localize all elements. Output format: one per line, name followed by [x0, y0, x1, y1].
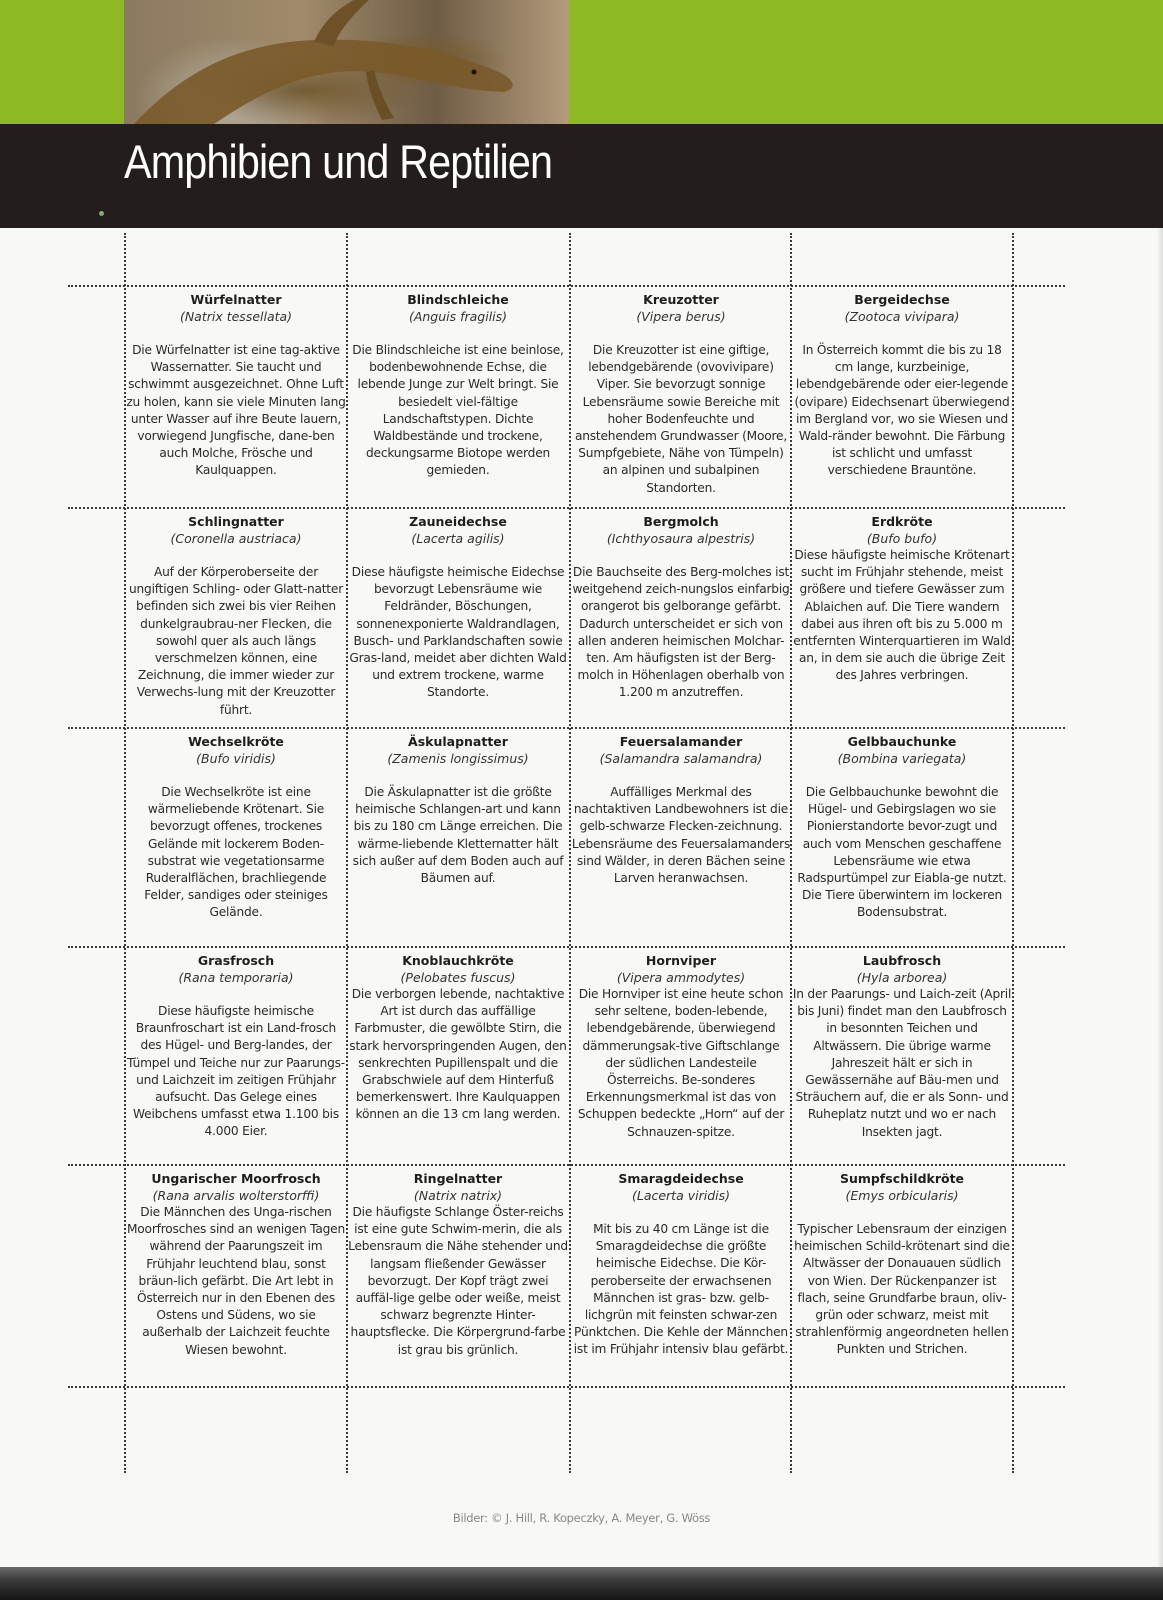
species-name: Hornviper	[645, 953, 717, 968]
species-description: Die Männchen des Unga-rischen Moorfrosches sind an wenigen Tagen während der Paarungszeit im Frühjahr leuchtend blau, sonst bräun-lich gefärbt. Die Art lebt in Österreich nur in den Ebenen des Ostens und Südens, wo sie außerhalb der Laichzeit feuchte Wiesen bewohnt.	[126, 1205, 346, 1357]
species-latin-name: (Bufo bufo)	[866, 531, 938, 546]
species-latin-name: (Vipera ammodytes)	[616, 970, 746, 985]
species-card	[126, 733, 346, 922]
species-name: Sumpfschildkröte	[839, 1171, 965, 1186]
species-card	[792, 1170, 1012, 1359]
species-description: Mit bis zu 40 cm Länge ist die Smaragdeidechse die größte heimische Eidechse. Die Kör-peroberseite der erwachsenen Männchen ist gras- bzw. gelb-lichgrün mit feinsten schwar-zen Pünktchen. Die Kehle der Männchen ist im Frühjahr intensiv blau gefärbt.	[573, 1222, 789, 1357]
species-description: Typischer Lebensraum der einzigen heimischen Schild-krötenart sind die Altwässer der Donauauen südlich von Wien. Der Rückenpanzer ist flach, seine Grundfarbe braun, oliv-grün oder schwarz, meist mit strahlenförmig angeordneten hellen Punkten und Strichen.	[794, 1222, 1010, 1357]
species-name: Zauneidechse	[409, 514, 507, 529]
species-description: Die Wechselkröte ist eine wärmeliebende Krötenart. Sie bevorzugt offenes, trockenes Gelände mit lockerem Boden-substrat wie vegetationsarme Ruderalflächen, brachliegende Felder, sandiges oder steiniges Gelände.	[144, 785, 328, 920]
species-description: Diese häufigste heimische Braunfroschart ist ein Land-frosch des Hügel- und Berg-landes, der Tümpel und Teiche nur zur Paarungs- und Laichzeit im zeitigen Frühjahr aufsucht. Das Gelege eines Weibchens umfasst etwa 1.100 bis 4.000 Eier.	[127, 1004, 345, 1139]
lizard-photo	[124, 0, 569, 124]
species-latin-name: (Anguis fragilis)	[408, 309, 508, 324]
species-card	[792, 952, 1012, 1141]
bottom-band	[0, 1567, 1163, 1600]
species-name: Smaragdeidechse	[618, 1171, 744, 1186]
grid-hline	[68, 1386, 1065, 1388]
species-description: Diese häufigste heimische Krötenart sucht im Frühjahr stehende, meist größere und tiefere Gewässer zum Ablaichen auf. Die Tiere wandern dabei aus ihren oft bis zu 5.000 m entfernten Winterquartieren im Wald an, in dem sie auch die übrige Zeit des Jahres verbringen.	[793, 548, 1011, 683]
grid-hline	[68, 946, 1065, 948]
species-card	[348, 733, 568, 887]
species-name: Ungarischer Moorfrosch	[151, 1171, 321, 1186]
species-latin-name: (Coronella austriaca)	[170, 531, 302, 546]
species-name: Grasfrosch	[197, 953, 275, 968]
species-card	[571, 513, 791, 702]
page-edge-shadow	[1157, 228, 1163, 1567]
species-latin-name: (Vipera berus)	[636, 309, 726, 324]
species-description: Diese häufigste heimische Eidechse bevorzugt Lebensräume wie Feldränder, Böschungen, sonnenexponierte Waldrandlagen, Busch- und Parklandschaften sowie Gras-land, meidet aber dichten Wald und extrem trockene, warme Standorte.	[349, 565, 567, 700]
decorative-dot	[99, 211, 104, 216]
species-name: Feuersalamander	[619, 734, 743, 749]
species-latin-name: (Lacerta agilis)	[411, 531, 505, 546]
species-latin-name: (Zamenis longissimus)	[387, 751, 529, 766]
lizard-illustration	[124, 0, 569, 124]
grid-hline	[68, 1164, 1065, 1166]
species-latin-name: (Bombina variegata)	[837, 751, 967, 766]
species-card	[571, 733, 791, 887]
grid-hline	[68, 285, 1065, 287]
species-card	[792, 513, 1012, 685]
species-latin-name: (Natrix tessellata)	[179, 309, 293, 324]
species-name: Laubfrosch	[862, 953, 942, 968]
species-description: Die Würfelnatter ist eine tag-aktive Wassernatter. Sie taucht und schwimmt ausgezeichnet. Ohne Luft zu holen, kann sie viele Minuten lang unter Wasser auf ihre Beute lauern, vorwiegend Jungfische, dane-ben auch Molche, Frösche und Kaulquappen.	[126, 343, 346, 478]
species-latin-name: (Emys orbicularis)	[845, 1188, 959, 1203]
species-latin-name: (Hyla arborea)	[856, 970, 948, 985]
species-latin-name: (Pelobates fuscus)	[400, 970, 516, 985]
species-latin-name: (Zootoca vivipara)	[844, 309, 960, 324]
species-card	[126, 513, 346, 719]
species-card	[126, 291, 346, 480]
species-card	[571, 952, 791, 1141]
species-card	[126, 1170, 346, 1359]
species-description: Die verborgen lebende, nachtaktive Art ist durch das auffällige Farbmuster, die gewölbte Stirn, die stark hervorspringenden Augen, den senkrechten Pupillenspalt und die Grabschwiele auf dem Hinterfuß bemerkenswert. Ihre Kaulquappen können an die 13 cm lang werden.	[349, 987, 567, 1122]
species-name: Knoblauchkröte	[402, 953, 514, 968]
species-name: Bergmolch	[643, 514, 719, 529]
species-latin-name: (Rana arvalis wolterstorffi)	[152, 1188, 320, 1203]
species-latin-name: (Rana temporaria)	[178, 970, 294, 985]
species-name: Blindschleiche	[407, 292, 509, 307]
species-card	[571, 291, 791, 497]
species-card	[126, 952, 346, 1141]
species-name: Gelbbauchunke	[847, 734, 957, 749]
species-card	[348, 952, 568, 1124]
species-card	[348, 1170, 568, 1359]
species-latin-name: (Natrix natrix)	[413, 1188, 503, 1203]
species-name: Ringelnatter	[413, 1171, 503, 1186]
species-card	[348, 291, 568, 480]
species-latin-name: (Lacerta viridis)	[631, 1188, 731, 1203]
species-description: Die Hornviper ist eine heute schon sehr seltene, boden-lebende, lebendgebärende, überwiegend dämmerungsak-tive Giftschlange der südlichen Landesteile Österreichs. Be-sonderes Erkennungsmerkmal ist das von Schuppen bedeckte „Horn“ auf der Schnauzen-spitze.	[577, 987, 785, 1139]
species-card	[792, 733, 1012, 922]
species-latin-name: (Bufo viridis)	[196, 751, 276, 766]
species-description: Die häufigste Schlange Öster-reichs ist eine gute Schwim-merin, die als Lebensraum die Nähe stehender und langsam fließender Gewässer bevorzugt. Der Kopf trägt zwei auffäl-lige gelbe oder weiße, meist schwarz begrenzte Hinter-hauptsflecke. Die Körpergrund-farbe ist grau bis grünlich.	[348, 1205, 568, 1357]
species-description: Die Gelbbauchunke bewohnt die Hügel- und Gebirgslagen wo sie Pionierstandorte bevor-zugt und auch vom Menschen geschaffene Lebensräume wie etwa Radspurtümpel zur Eiabla-ge nutzt. Die Tiere überwintern im lockeren Bodensubstrat.	[797, 785, 1007, 920]
species-description: Auffälliges Merkmal des nachtaktiven Landbewohners ist die gelb-schwarze Flecken-zeichnung. Lebensräume des Feuersalamanders sind Wälder, in deren Bächen seine Larven heranwachsen.	[571, 785, 791, 886]
grid-vline	[1012, 233, 1014, 1473]
species-name: Äskulapnatter	[408, 734, 508, 749]
species-card	[792, 291, 1012, 480]
image-credits: Bilder: © J. Hill, R. Kopeczky, A. Meyer, G. Wöss	[452, 1511, 711, 1525]
species-name: Schlingnatter	[188, 514, 284, 529]
species-description: Die Bauchseite des Berg-molches ist weitgehend zeich-nungslos einfarbig orangerot bis gelborange gefärbt. Dadurch unterscheidet er sich von allen anderen heimischen Molchar-ten. Am häufigsten ist der Berg-molch in Höhenlagen oberhalb von 1.200 m anzutreffen.	[572, 565, 790, 700]
species-description: Die Blindschleiche ist eine beinlose, bodenbewohnende Echse, die lebende Junge zur Welt bringt. Sie besiedelt viel-fältige Landschaftstypen. Dichte Waldbestände und trockene, deckungsarme Biotope werden gemieden.	[352, 343, 564, 478]
species-latin-name: (Ichthyosaura alpestris)	[606, 531, 756, 546]
species-description: Auf der Körperoberseite der ungiftigen Schling- oder Glatt-natter befinden sich zwei bis vier Reihen dunkelgraubrau-ner Flecken, die sowohl quer als auch längs verschmelzen können, eine Zeichnung, die immer wieder zur Verwechs-lung mit der Kreuzotter führt.	[129, 565, 343, 717]
species-name: Würfelnatter	[190, 292, 282, 307]
species-card	[571, 1170, 791, 1359]
species-description: Die Kreuzotter ist eine giftige, lebendgebärende (ovovivipare) Viper. Sie bevorzugt sonnige Lebensräume sowie Bereiche mit hoher Bodenfeuchte und anstehendem Grundwasser (Moore, Sumpfgebiete, Nähe von Tümpeln) an alpinen und subalpinen Standorten.	[574, 343, 787, 495]
page-title: Amphibien und Reptilien	[124, 135, 553, 188]
species-name: Wechselkröte	[188, 734, 284, 749]
grid-hline	[68, 727, 1065, 729]
species-card	[348, 513, 568, 702]
species-name: Erdkröte	[871, 514, 933, 529]
species-description: Die Äskulapnatter ist die größte heimische Schlangen-art und kann bis zu 180 cm Länge erreichen. Die wärme-liebende Kletternatter hält sich außer auf dem Boden auch auf Bäumen auf.	[352, 785, 564, 886]
grid-hline	[68, 507, 1065, 509]
species-description: In der Paarungs- und Laich-zeit (April bis Juni) findet man den Laubfrosch in besonnten Teichen und Altwässern. Die übrige warme Jahreszeit hält er sich in Gewässernähe auf Bäu-men und Sträuchern auf, die er als Sonn- und Ruheplatz nutzt und wo er nach Insekten jagt.	[792, 987, 1012, 1139]
species-name: Bergeidechse	[854, 292, 950, 307]
species-description: In Österreich kommt die bis zu 18 cm lange, kurzbeinige, lebendgebärende oder eier-legende (ovipare) Eidechsenart überwiegend im Bergland vor, wo sie Wiesen und Wald-ränder bewohnt. Die Färbung ist schlicht und umfasst verschiedene Brauntöne.	[794, 343, 1010, 478]
species-latin-name: (Salamandra salamandra)	[599, 751, 763, 766]
species-name: Kreuzotter	[643, 292, 719, 307]
